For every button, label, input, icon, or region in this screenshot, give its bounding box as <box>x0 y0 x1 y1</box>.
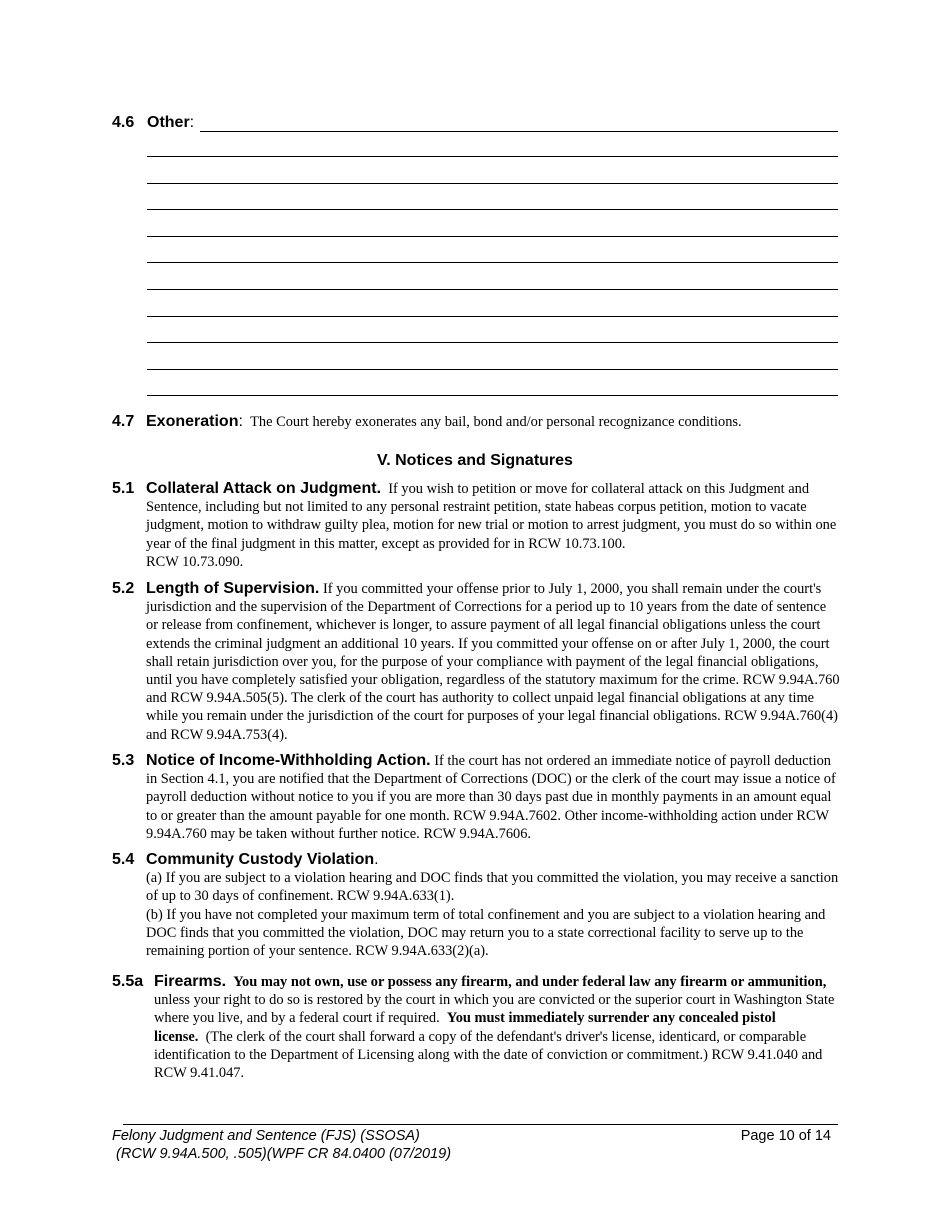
section-title: Exoneration <box>146 413 239 430</box>
section-number: 5.4 <box>112 851 135 868</box>
blank-line[interactable] <box>147 156 838 157</box>
section-text: The Court hereby exonerates any bail, bond and/or personal recognizance conditions. <box>250 414 742 430</box>
section-number: 5.1 <box>112 480 135 497</box>
title-colon: : <box>189 114 195 131</box>
section-number: 5.2 <box>112 580 135 597</box>
section-text: If you wish to petition or move for collateral attack on this Judgment and Sentence, including but not limited to any personal restraint petition, state habeas corpus petition, motion to vacate judgment, motion to withdraw guilty plea, motion for new trial or motion to arrest judgment, you must do so within one year of the final judgment in this matter, except as provided for in RCW 10.73.100. <box>146 481 837 552</box>
paragraph-a: (a) If you are subject to a violation hearing and DOC finds that you committed the violation, you may receive a sanction of up to 30 days of confinement. RCW 9.94A.633(1). <box>146 870 839 905</box>
section-number: 5.3 <box>112 752 135 769</box>
section-4-7 <box>112 413 840 431</box>
section-text: unless your right to do so is restored by the court in which you are convicted or the superior court in Washington State where you live, and by a federal court if required. <box>154 992 835 1027</box>
section-4-6 <box>112 112 838 132</box>
section-title: Other <box>147 114 190 131</box>
section-number: 5.5a <box>112 973 144 990</box>
section-5-3: 5.3 Notice of Income-Withholding Action. If the court has not ordered an immediate notice of payroll deduction in Section 4.1, you are notified that the Department of Corrections (DOC) or the clerk of the court may issue a notice of payroll deduction without notice to you if you are more than 30 days past due in monthly payments in an amount equal to or greater than the amount payable for one month. RCW 9.94A.7602. Other income-withholding action under RCW 9.94A.760 may be taken without further notice. RCW 9.94A.7606. <box>112 752 836 842</box>
section-title: Collateral Attack on Judgment <box>146 480 377 497</box>
section-title: Community Custody Violation <box>146 851 375 868</box>
section-title: Notice of Income-Withholding Action <box>146 752 427 769</box>
section-5-4: 5.4 Community Custody Violation. (a) If you are subject to a violation hearing and DOC finds that you committed the violation, you may receive a sanction of up to 30 days of confinement. RCW 9.94A.633(1). (b) If you have not completed your maximum term of total confinement and you are subject to a violation hearing and DOC finds that you committed the violation, DOC may return you to a state correctional facility to serve up to the remaining portion of your sentence. RCW 9.94A.633(2)(a). <box>112 851 839 960</box>
blank-line[interactable] <box>147 289 838 290</box>
blank-line[interactable] <box>147 209 838 210</box>
section-citation: RCW 10.73.090. <box>146 553 244 570</box>
section-text-2: (The clerk of the court shall forward a copy of the defendant's driver's license, identicard, or comparable identification to the Department of Licensing along with the date of conviction or commitment.) RCW 9.41.040 and RCW 9.41.047. <box>154 1028 823 1082</box>
section-number: 4.6 <box>112 114 135 131</box>
blank-line[interactable] <box>147 262 838 263</box>
blank-line[interactable] <box>147 342 838 343</box>
blank-line[interactable] <box>147 369 838 370</box>
footer-form-title: Felony Judgment and Sentence (FJS) (SSOSA) <box>112 1128 420 1144</box>
section-title: Firearms <box>154 973 222 990</box>
section-5-5a: 5.5a Firearms. You may not own, use or possess any firearm, and under federal law any firearm or ammunition, unless your right to do so is restored by the court in which you are convicted or the superior court in Washington State where you live, and by a federal court if required. You must immediately surrender any concealed pistol license. (The clerk of the court shall forward a copy of the defendant's driver's license, identicard, or comparable identification to the Department of Licensing along with the date of conviction or commitment.) RCW 9.41.040 and RCW 9.41.047. <box>112 973 835 1082</box>
firearms-warning: You may not own, use or possess any firearm, and under federal law any firearm or ammunition, <box>233 974 827 990</box>
section-5-1: 5.1 Collateral Attack on Judgment. If you wish to petition or move for collateral attack on this Judgment and Sentence, including but not limited to any personal restraint petition, state habeas corpus petition, motion to vacate judgment, motion to withdraw guilty plea, motion for new trial or motion to arrest judgment, you must do so within one year of the final judgment in this matter, except as provided for in RCW 10.73.100. RCW 10.73.090. <box>112 480 837 570</box>
blank-line[interactable] <box>147 183 838 184</box>
blank-line[interactable] <box>147 316 838 317</box>
section-text: If you committed your offense prior to July 1, 2000, you shall remain under the court's jurisdiction and the supervision of the Department of Corrections for a period up to 10 years from the date of sentence or release from confinement, whichever is longer, to assure payment of all legal financial obligations unless the court extends the criminal judgment an additional 10 years. If you committed your offense on or after July 1, 2000, the court shall retain jurisdiction over you, for the purpose of your compliance with payment of the legal financial obligations, until you have completely satisfied your obligation, regardless of the statutory maximum for the crime. RCW 9.94A.760 and RCW 9.94A.505(5). The clerk of the court has authority to collect unpaid legal financial obligations at any time while you remain under the jurisdiction of the court for purposes of your legal financial obligations. RCW 9.94A.760(4) and RCW 9.94A.753(4). <box>146 581 840 743</box>
footer-divider <box>123 1124 838 1125</box>
section-title: Length of Supervision <box>146 580 315 597</box>
section-text: If the court has not ordered an immediate notice of payroll deduction in Section 4.1, you are notified that the Department of Corrections (DOC) or the clerk of the court may issue a notice of payroll deduction without notice to you if you are more than 30 days past due in monthly payments in an amount equal to or greater than the amount payable for one month. RCW 9.94A.7602. Other income-withholding action under RCW 9.94A.760 may be taken without further notice. RCW 9.94A.7606. <box>146 753 836 842</box>
footer-form-info <box>112 1127 451 1163</box>
other-blank-lines <box>147 156 838 422</box>
title-colon: : <box>238 413 243 430</box>
page-number: Page 10 of 14 <box>740 1128 831 1144</box>
section-number: 4.7 <box>112 413 135 430</box>
paragraph-b: (b) If you have not completed your maximum term of total confinement and you are subject to a violation hearing and DOC finds that you committed the violation, DOC may return you to a state correctional facility to serve up to the remaining portion of your sentence. RCW 9.94A.633(2)(a). <box>146 906 826 960</box>
blank-line[interactable] <box>147 236 838 237</box>
part-heading: V. Notices and Signatures <box>377 452 573 469</box>
blank-line[interactable] <box>147 395 838 396</box>
footer-form-citation: (RCW 9.94A.500, .505)(WPF CR 84.0400 (07/2019) <box>112 1146 452 1162</box>
blank-line[interactable] <box>200 113 838 132</box>
surrender-warning: You must immediately surrender any concealed pistol license. <box>154 1010 776 1045</box>
section-5-2: 5.2 Length of Supervision. If you committed your offense prior to July 1, 2000, you shall remain under the court's jurisdiction and the supervision of the Department of Corrections for a period up to 10 years from the date of sentence or release from confinement, whichever is longer, to assure payment of all legal financial obligations unless the court extends the criminal judgment an additional 10 years. If you committed your offense on or after July 1, 2000, the court shall retain jurisdiction over you, for the purpose of your compliance with payment of the legal financial obligations, until you have completely satisfied your obligation, regardless of the statutory maximum for the crime. RCW 9.94A.760 and RCW 9.94A.505(5). The clerk of the court has authority to collect unpaid legal financial obligations at any time while you remain under the jurisdiction of the court for purposes of your legal financial obligations. RCW 9.94A.760(4) and RCW 9.94A.753(4). <box>112 580 840 743</box>
